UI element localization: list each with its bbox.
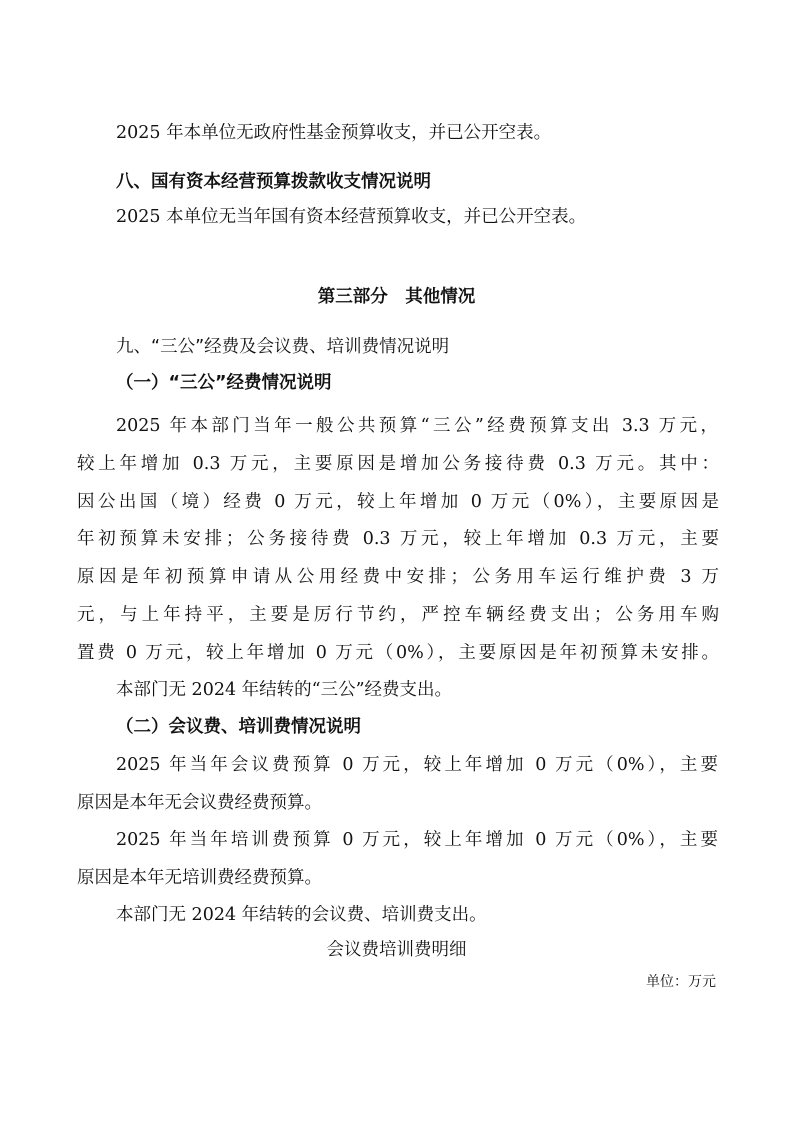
meeting-fee-line-1: 2025 年当年会议费预算 0 万元，较上年增加 0 万元（0%），主要 <box>116 755 718 775</box>
three-public-line-6: 元，与上年持平，主要是厉行节约，严控车辆经费支出；公务用车购 <box>77 605 719 625</box>
section-heading-9: 九、“三公”经费及会议费、培训费情况说明 <box>116 337 450 357</box>
paragraph-gov-fund: 2025 年本单位无政府性基金预算收支，并已公开空表。 <box>116 123 552 143</box>
section-heading-8: 八、国有资本经营预算拨款收支情况说明 <box>116 172 431 192</box>
three-public-line-2: 较上年增加 0.3 万元，主要原因是增加公务接待费 0.3 万元。其中： <box>77 454 719 474</box>
three-public-line-3: 因公出国（境）经费 0 万元，较上年增加 0 万元（0%），主要原因是 <box>77 492 719 512</box>
part-three-title: 第三部分 其他情况 <box>317 287 476 307</box>
three-public-carryover: 本部门无 2024 年结转的“三公”经费支出。 <box>116 680 453 700</box>
table-title: 会议费培训费明细 <box>326 940 467 960</box>
meeting-training-carryover: 本部门无 2024 年结转的会议费、培训费支出。 <box>116 905 487 925</box>
subsection-heading-meeting-training: （二）会议费、培训费情况说明 <box>116 717 361 737</box>
three-public-line-5: 原因是年初预算申请从公用经费中安排；公务用车运行维护费 3 万 <box>77 567 719 587</box>
three-public-line-7: 置费 0 万元，较上年增加 0 万元（0%），主要原因是年初预算未安排。 <box>77 643 719 663</box>
meeting-fee-line-2: 原因是本年无会议费经费预算。 <box>77 793 322 813</box>
subsection-heading-three-public: （一）“三公”经费情况说明 <box>116 373 332 393</box>
unit-label: 单位：万元 <box>646 974 716 990</box>
training-fee-line-1: 2025 年当年培训费预算 0 万元，较上年增加 0 万元（0%），主要 <box>116 830 718 850</box>
paragraph-state-capital: 2025 本单位无当年国有资本经营预算收支，并已公开空表。 <box>116 207 587 227</box>
three-public-line-1: 2025 年本部门当年一般公共预算“三公”经费预算支出 3.3 万元， <box>116 416 718 436</box>
training-fee-line-2: 原因是本年无培训费经费预算。 <box>77 868 322 888</box>
three-public-line-4: 年初预算未安排；公务接待费 0.3 万元，较上年增加 0.3 万元，主要 <box>77 529 719 549</box>
